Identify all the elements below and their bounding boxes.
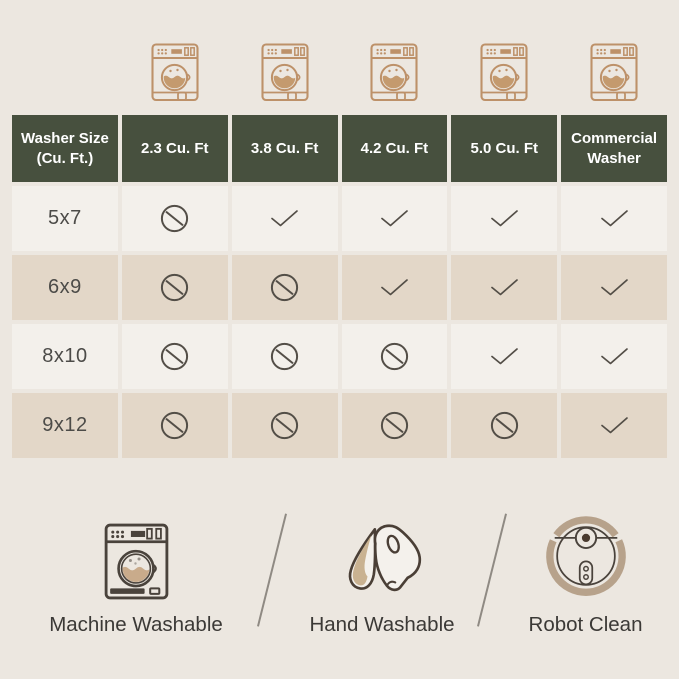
care-methods-footer bbox=[0, 500, 679, 650]
not-allowed-icon bbox=[380, 411, 409, 440]
washing-machine-icon bbox=[261, 43, 309, 102]
not-allowed-icon bbox=[270, 342, 299, 371]
compatibility-cell bbox=[561, 324, 667, 389]
not-allowed-icon bbox=[160, 411, 189, 440]
washing-machine-icon-slot bbox=[122, 42, 228, 102]
compatibility-cell bbox=[122, 393, 228, 458]
row-size-label: 5x7 bbox=[12, 186, 118, 251]
column-header: 3.8 Cu. Ft bbox=[232, 115, 338, 182]
column-header: Washer Size (Cu. Ft.) bbox=[12, 115, 118, 182]
compatibility-cell bbox=[232, 255, 338, 320]
washing-machine-icon bbox=[370, 43, 418, 102]
washing-machine-icon-slot bbox=[342, 42, 448, 102]
check-icon bbox=[600, 209, 629, 228]
column-header: 2.3 Cu. Ft bbox=[122, 115, 228, 182]
washing-machine-icon bbox=[480, 43, 528, 102]
hand-washable-item bbox=[272, 500, 492, 637]
icon-cell-empty bbox=[12, 42, 118, 102]
footer-label: Robot Clean bbox=[528, 613, 643, 636]
compatibility-cell bbox=[342, 393, 448, 458]
not-allowed-icon bbox=[160, 273, 189, 302]
compatibility-cell bbox=[561, 393, 667, 458]
washing-machine-icon bbox=[151, 43, 199, 102]
compatibility-cell bbox=[232, 324, 338, 389]
column-header: 5.0 Cu. Ft bbox=[451, 115, 557, 182]
footer-label: Hand Washable bbox=[309, 613, 455, 636]
not-allowed-icon bbox=[270, 411, 299, 440]
compatibility-cell bbox=[561, 255, 667, 320]
check-icon bbox=[600, 347, 629, 366]
not-allowed-icon bbox=[490, 411, 519, 440]
washing-machine-icon-slot bbox=[232, 42, 338, 102]
compatibility-cell bbox=[232, 393, 338, 458]
compatibility-cell bbox=[342, 324, 448, 389]
compatibility-table bbox=[12, 115, 667, 458]
compatibility-cell bbox=[451, 255, 557, 320]
not-allowed-icon bbox=[160, 204, 189, 233]
compatibility-cell bbox=[122, 186, 228, 251]
washing-machine-icon-slot bbox=[561, 42, 667, 102]
not-allowed-icon bbox=[380, 342, 409, 371]
column-header: 4.2 Cu. Ft bbox=[342, 115, 448, 182]
row-size-label: 6x9 bbox=[12, 255, 118, 320]
robot-vacuum-icon bbox=[542, 500, 630, 600]
machine-washable-item bbox=[0, 500, 272, 637]
check-icon bbox=[490, 278, 519, 297]
footer-label: Machine Washable bbox=[49, 613, 223, 636]
compatibility-cell bbox=[451, 393, 557, 458]
compatibility-cell bbox=[451, 324, 557, 389]
compatibility-cell bbox=[122, 255, 228, 320]
compatibility-cell bbox=[342, 186, 448, 251]
hand-wash-icon bbox=[335, 500, 429, 600]
check-icon bbox=[380, 209, 409, 228]
top-washer-icons-row bbox=[12, 42, 667, 102]
compatibility-cell bbox=[122, 324, 228, 389]
compatibility-cell bbox=[232, 186, 338, 251]
check-icon bbox=[490, 347, 519, 366]
row-size-label: 9x12 bbox=[12, 393, 118, 458]
washing-machine-icon-slot bbox=[451, 42, 557, 102]
compatibility-cell bbox=[451, 186, 557, 251]
washing-machine-icon bbox=[104, 500, 169, 600]
column-header: Commercial Washer bbox=[561, 115, 667, 182]
compatibility-cell bbox=[342, 255, 448, 320]
check-icon bbox=[380, 278, 409, 297]
not-allowed-icon bbox=[160, 342, 189, 371]
check-icon bbox=[600, 416, 629, 435]
washing-machine-icon bbox=[590, 43, 638, 102]
robot-clean-item bbox=[492, 500, 679, 637]
check-icon bbox=[490, 209, 519, 228]
check-icon bbox=[600, 278, 629, 297]
not-allowed-icon bbox=[270, 273, 299, 302]
check-icon bbox=[270, 209, 299, 228]
row-size-label: 8x10 bbox=[12, 324, 118, 389]
compatibility-cell bbox=[561, 186, 667, 251]
